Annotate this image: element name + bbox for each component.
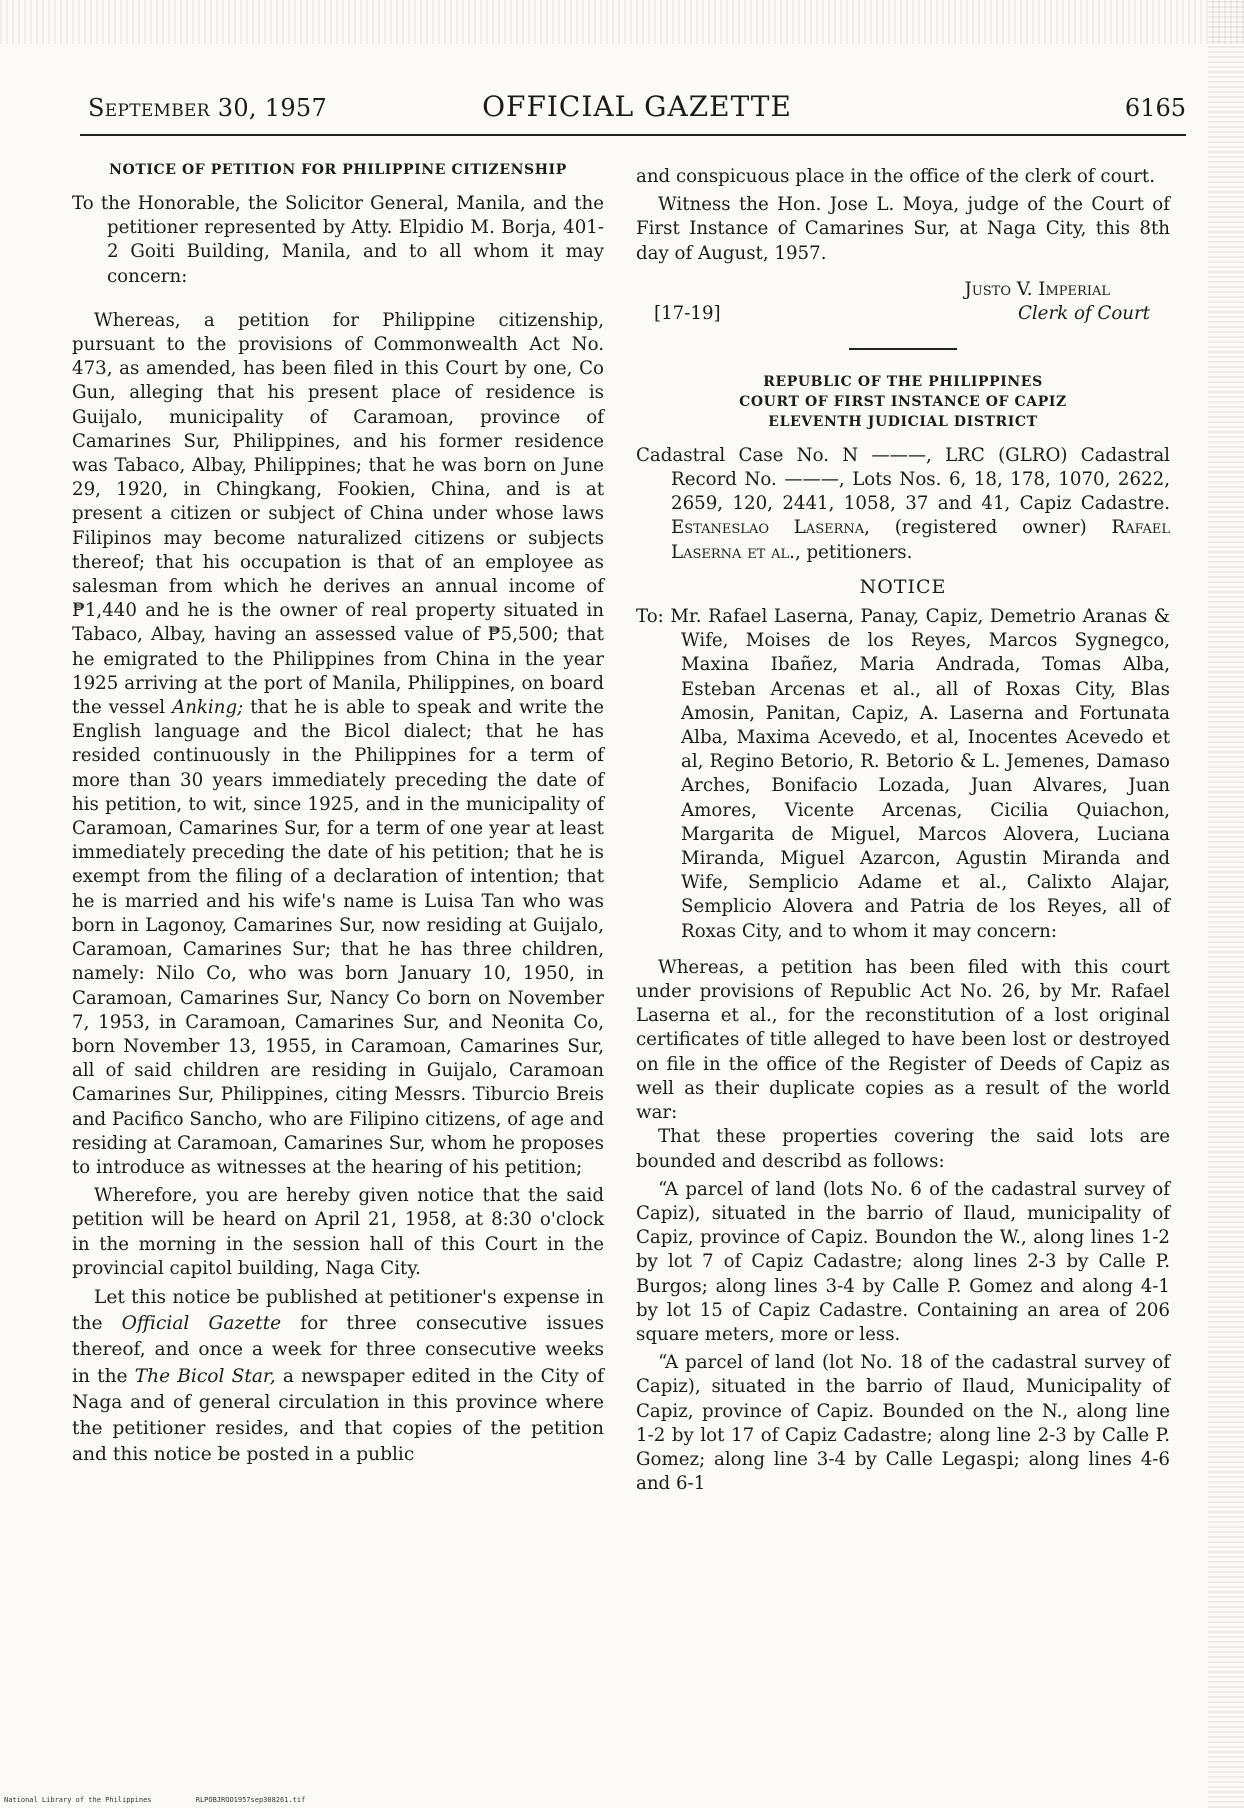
description-intro: That these properties covering the said lots are bounded and describd as follows: [636,1126,1170,1172]
signature-block [636,278,1170,336]
whereas-paragraph-2: Whereas, a petition has been filed with this court under provisions of Republic Act No. 26, by Mr. Rafael Laserna et al., for the reconstitution of a lost original certificates of title alleged to have been lost or destroyed on file in the office of the Register of Deeds of Capiz as well as their duplicate copies as a result of the world war: [636,956,1170,1124]
signer-name: Justo V. Imperial [964,278,1110,300]
issue-reference: [17-19] [654,302,721,324]
scan-footer [4,1796,345,1804]
library-credit: National Library of the Philippines [4,1796,152,1804]
whereas-text-1: Whereas, a petition for Philippine citizenship, pursuant to the provisions of Commonwealth Act No. 473, as amended, has been filed in this Court by one, Co Gun, alleging that his present place of residence is Guijalo, municipality of Caramoan, province of Camarines Sur, Philippines, and his former residence was Tabaco, Albay, Philippines; that he was born on June 29, 1920, in Chingkang, Fookien, China, and is at present a citizen or subject of China under whose laws Filipinos may become naturalized citizens or subjects thereof; that his occupation is that of an employee as salesman from which he derives an annual income of ₱1,440 and he is the owner of real property situated in Tabaco, Albay, having an assessed value of ₱5,500; that he emigrated to the Philippines from China in the year 1925 arriving at the port of Manila, Philippines, on board the vessel [72,309,604,719]
publication-title: OFFICIAL GAZETTE [482,90,792,123]
left-column [72,160,604,1468]
parcel-paragraph-1: “A parcel of land (lots No. 6 of the cadastral survey of Capiz), situated in the barrio of Ilaud, municipality of Capiz, province of Capiz. Boundon the W., along lines 1-2 by lot 7 of Capiz Cadastre; along lines 2-3 by Calle P. Burgos; along lines 3-4 by Calle P. Gomez and along 4-1 by lot 15 of Capiz Cadastre. Containing an area of 206 square meters, more or less. [636,1178,1170,1345]
newspaper-name: The Bicol Star, [134,1365,276,1387]
page-number: 6165 [1124,94,1186,122]
court-heading-3: ELEVENTH JUDICIAL DISTRICT [768,413,1038,430]
scan-noise-edge [1208,0,1244,1808]
gazette-name: Official Gazette [121,1313,282,1335]
addressee-paragraph: To the Honorable, the Solicitor General, Manila, and the petitioner represented by Atty. Elpidio M. Borja, 401-2 Goiti Building, Manila, and to all whom it may concern: [72,193,604,287]
scan-noise-top [0,0,1244,44]
publish-text-3: a newspaper edited in the City of Naga and of general circulation in this province where the petitioner resides, and that copies of the petition and this notice be posted in a public [72,1365,604,1466]
publish-text-1: Let this notice be published at petitioner's expense in the [72,1286,604,1335]
header-rule [80,134,1186,136]
section-divider [849,348,957,350]
scan-filename: RLPOBJROO1957sep308261.tif [195,1796,306,1804]
petitioners-name: Rafael Laserna et al., [671,517,1170,563]
witness-paragraph: Witness the Hon. Jose L. Moya, judge of the Court of First Instance of Camarines Sur, at Naga City, this 8th day of August, 1957. [636,194,1170,264]
registered-owner: Estaneslao Laserna, [671,517,870,539]
addressees-paragraph: To: Mr. Rafael Laserna, Panay, Capiz, Demetrio Aranas & Wife, Moises de los Reyes, Marcos Sygnegco, Maxina Ibañez, Maria Andrada, Tomas Alba, Esteban Arcenas et al., all of Roxas City, Blas Amosin, Panitan, Capiz, A. Laserna and Fortunata Alba, Maxima Acevedo, et al, Inocentes Acevedo et al, Regino Betorio, R. Betorio & L. Jemenes, Damaso Arches, Bonifacio Lozada, Juan Alvares, Juan Amores, Vicente Arcenas, Cicilia Quiachon, Margarita de Miguel, Marcos Alovera, Luciana Miranda, Miguel Azarcon, Agustin Miranda and Wife, Semplicio Adame et al., Calixto Alajar, Semplicio Alovera and Patria de los Reyes, all of Roxas City, and to whom it may concern: [636,606,1170,942]
wherefore-paragraph: Wherefore, you are hereby given notice that the said petition will be heard on April 21, 1958, at 8:30 o'clock in the morning in the session hall of this Court in the provincial capitol building, Naga City. [72,1185,604,1279]
case-text-1: Cadastral Case No. N ———, LRC (GLRO) Cadastral Record No. ———, Lots Nos. 6, 18, 178, 1070, 2622, 2659, 120, 2441, 1058, 37 and 41, Capiz Cadastre. [636,444,1170,515]
issue-date: September 30, 1957 [88,94,328,122]
case-caption [636,444,1170,565]
parcel-paragraph-2: “A parcel of land (lot No. 18 of the cadastral survey of Capiz), situated in the barrio of Ilaud, Municipality of Capiz, province of Capiz. Bounded on the N., along line 1-2 by lot 17 of Capiz Cadastre; along line 2-3 by Calle P. Gomez; along line 3-4 by Calle Legaspi; along lines 4-6 and 6-1 [636,1352,1170,1495]
whereas-text-2: that he is able to speak and write the English language and the Bicol dialect; that he has resided continuously in the Philippines for a term of more than 30 years immediately preceding the date of his petition, to wit, since 1925, and in the municipality of Caramoan, Camarines Sur, for a term of one year at least immediately preceding the date of his petition; that he is exempt from the filing of a declaration of intention; that he is married and his wife's name is Luisa Tan who was born in Lagonoy, Camarines Sur, now residing at Guijalo, Caramoan, Camarines Sur; that he has three children, namely: Nilo Co, who was born January 10, 1950, in Caramoan, Camarines Sur, Nancy Co born on November 7, 1953, in Caramoan, Camarines Sur, and Neonita Co, born November 13, 1955, in Caramoan, Camarines Sur, all of said children are residing in Guijalo, Caramoan Camarines Sur, Philippines, citing Messrs. Tiburcio Breis and Pacifico Sancho, who are Filipino citizens, of age and residing at Caramoan, Camarines Sur, whom he proposes to introduce as witnesses at the hearing of his petition; [72,697,604,1178]
publish-text-2: for three consecutive issues thereof, and once a week for three consecutive weeks in the [72,1313,604,1387]
court-heading-2: COURT OF FIRST INSTANCE OF CAPIZ [739,393,1067,410]
right-column [636,165,1170,1496]
notice-heading: NOTICE OF PETITION FOR PHILIPPINE CITIZENSHIP [109,162,567,178]
case-text-3: petitioners. [800,541,913,563]
signer-title: Clerk of Court [1017,302,1150,324]
page-header [88,90,1186,134]
case-text-2: (registered owner) [869,517,1112,539]
whereas-paragraph [72,309,604,1180]
court-heading-1: REPUBLIC OF THE PHILIPPINES [763,373,1043,390]
notice-title: NOTICE [859,575,947,598]
vessel-name: Anking; [172,697,244,719]
continuation-paragraph: and conspicuous place in the office of the clerk of court. [636,166,1156,187]
publication-paragraph [72,1285,604,1468]
